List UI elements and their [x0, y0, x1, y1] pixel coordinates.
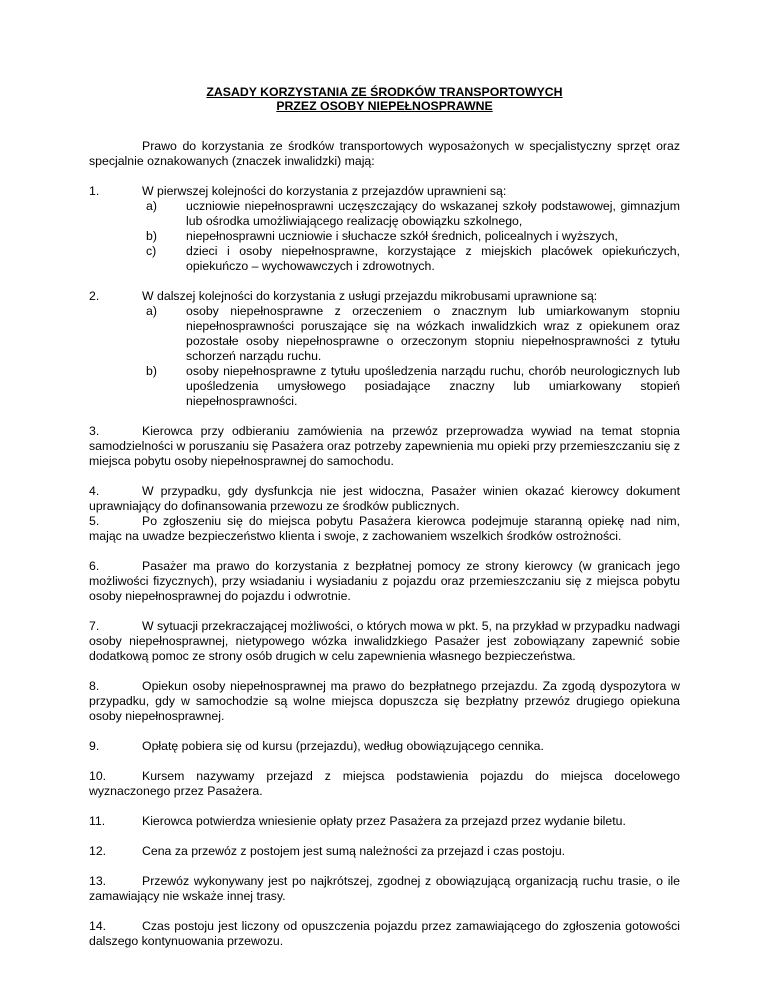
paragraph-number: 6. — [89, 559, 100, 573]
section-1-lead: W pierwszej kolejności do korzystania z przejazdów uprawnieni są: — [142, 184, 507, 198]
paragraph-4 — [89, 484, 680, 514]
paragraph-number: 8. — [89, 679, 100, 693]
paragraph-text: Kierowca przy odbieraniu zamówienia na przewóz przeprowadza wywiad na temat stopnia samodzielności w poruszaniu się Pasażera oraz potrzeby zapewnienia mu opieki przy przemieszczaniu się z miejsca pobytu osoby niepełnosprawnej do samochodu. — [89, 424, 680, 468]
section-2-item — [142, 364, 680, 409]
paragraph-text: W sytuacji przekraczającej możliwości, o których mowa w pkt. 5, na przykład w przypadku nadwagi osoby niepełnosprawnej, nietypowego wózka inwalidzkiego Pasażer jest zobowiązany zapewnić sobie dodatkową pomoc ze strony osób drugich w celu zapewnienia własnego bezpieczeństwa. — [89, 619, 680, 663]
section-2 — [89, 289, 680, 409]
paragraph-text: W przypadku, gdy dysfunkcja nie jest widoczna, Pasażer winien okazać kierowcy dokument uprawniający do dofinansowania przewozu ze środków publicznych. — [89, 484, 680, 513]
section-2-lead: W dalszej kolejności do korzystania z usługi przejazdu mikrobusami uprawnione są: — [142, 289, 598, 303]
item-letter: a) — [146, 199, 157, 213]
paragraph-text: Przewóz wykonywany jest po najkrótszej, zgodnej z obowiązującą organizacją ruchu trasie, o ile zamawiający nie wskaże innej trasy. — [89, 874, 680, 903]
paragraph-6 — [89, 559, 680, 604]
title-line-2: PRZEZ OSOBY NIEPEŁNOSPRAWNE — [276, 99, 493, 113]
paragraph-number: 11. — [89, 814, 106, 828]
paragraph-number: 10. — [89, 769, 107, 783]
paragraph-text: Czas postoju jest liczony od opuszczenia pojazdu przez zamawiającego do zgłoszenia gotowości dalszego kontynuowania przewozu. — [89, 919, 680, 948]
paragraph-text: Opiekun osoby niepełnosprawnej ma prawo do bezpłatnego przejazdu. Za zgodą dyspozytora w przypadku, gdy w samochodzie są wolne miejsca dopuszcza się bezpłatny przewóz drugiego opiekuna osoby niepełnosprawnej. — [89, 679, 680, 723]
item-text: osoby niepełnosprawne z orzeczeniem o znacznym lub umiarkowanym stopniu niepełnosprawności poruszające się na wózkach inwalidzkich wraz z opiekunem oraz pozostałe osoby niepełnosprawne o orzeczonym stopniu niepełnosprawności z tytułu schorzeń narządu ruchu. — [186, 304, 680, 363]
section-1 — [89, 184, 680, 274]
paragraph-10 — [89, 769, 680, 799]
document-page — [89, 85, 680, 949]
section-2-item — [142, 304, 680, 364]
paragraph-text: Pasażer ma prawo do korzystania z bezpłatnej pomocy ze strony kierowcy (w granicach jego możliwości fizycznych), przy wsiadaniu i wysiadaniu z pojazdu oraz przemieszczaniu się z miejsca pobytu osoby niepełnosprawnej do pojazdu i odwrotnie. — [89, 559, 680, 603]
item-text: niepełnosprawni uczniowie i słuchacze szkół średnich, policealnych i wyższych, — [186, 229, 618, 243]
section-1-item — [142, 199, 680, 229]
paragraph-14 — [89, 919, 680, 949]
paragraph-9 — [89, 739, 680, 754]
paragraph-8 — [89, 679, 680, 724]
paragraph-11 — [89, 814, 680, 829]
paragraph-3 — [89, 424, 680, 469]
paragraph-number: 9. — [89, 739, 100, 753]
paragraph-number: 14. — [89, 919, 107, 933]
item-text: uczniowie niepełnosprawni uczęszczający do wskazanej szkoły podstawowej, gimnazjum lub ośrodka umożliwiającego realizację obowiązku szkolnego, — [186, 199, 680, 228]
section-1-number: 1. — [89, 184, 100, 198]
paragraph-12 — [89, 844, 680, 859]
section-1-item — [142, 229, 680, 244]
paragraph-number: 5. — [89, 514, 100, 528]
paragraph-text: Cena za przewóz z postojem jest sumą należności za przejazd i czas postoju. — [142, 844, 566, 858]
item-letter: b) — [146, 364, 157, 378]
paragraph-number: 13. — [89, 874, 107, 888]
item-letter: b) — [146, 229, 157, 243]
paragraph-5 — [89, 514, 680, 544]
paragraph-number: 12. — [89, 844, 107, 858]
item-text: osoby niepełnosprawne z tytułu upośledzenia narządu ruchu, chorób neurologicznych lub upośledzenia umysłowego posiadające znaczny lub umiarkowany stopień niepełnosprawności. — [186, 364, 680, 408]
item-letter: c) — [146, 244, 157, 258]
paragraph-text: Kierowca potwierdza wniesienie opłaty przez Pasażera za przejazd przez wydanie biletu. — [142, 814, 626, 828]
paragraph-text: Po zgłoszeniu się do miejsca pobytu Pasażera kierowca podejmuje staranną opiekę nad nim, mając na uwadze bezpieczeństwo klienta i swoje, z zachowaniem wszelkich środków ostrożności. — [89, 514, 680, 543]
paragraph-text: Kursem nazywamy przejazd z miejsca podstawienia pojazdu do miejsca docelowego wyznaczonego przez Pasażera. — [89, 769, 680, 798]
section-1-item — [142, 244, 680, 274]
intro-paragraph: Prawo do korzystania ze środków transportowych wyposażonych w specjalistyczny sprzęt oraz specjalnie oznakowanych (znaczek inwalidzki) mają: — [89, 139, 680, 168]
paragraph-13 — [89, 874, 680, 904]
document-title — [89, 85, 680, 113]
paragraph-text: Opłatę pobiera się od kursu (przejazdu), według obowiązującego cennika. — [142, 739, 544, 753]
item-text: dzieci i osoby niepełnosprawne, korzystające z miejskich placówek opiekuńczych, opiekuńczo – wychowawczych i zdrowotnych. — [186, 244, 680, 273]
item-letter: a) — [146, 304, 157, 318]
paragraph-7 — [89, 619, 680, 664]
title-line-1: ZASADY KORZYSTANIA ZE ŚRODKÓW TRANSPORTOWYCH — [206, 85, 563, 99]
paragraph-number: 4. — [89, 484, 100, 498]
paragraph-number: 3. — [89, 424, 100, 438]
paragraph-number: 7. — [89, 619, 100, 633]
section-2-number: 2. — [89, 289, 100, 303]
